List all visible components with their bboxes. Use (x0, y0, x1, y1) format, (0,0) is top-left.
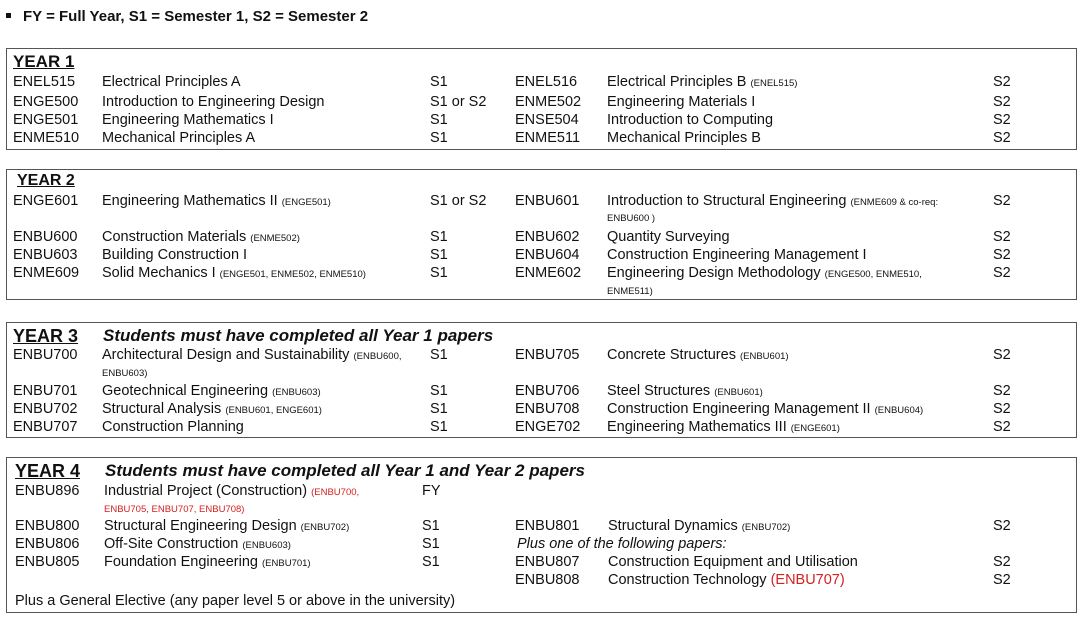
prerequisite: (ENME609 & co-req: (850, 197, 939, 208)
course-name: Introduction to Engineering Design (102, 94, 325, 110)
prerequisite-continued: ENBU705, ENBU707, ENBU708) (104, 504, 245, 515)
course-name: Structural Dynamics (ENBU702) (608, 518, 791, 534)
prerequisite: (ENGE601) (790, 423, 840, 434)
elective-instruction: Plus one of the following papers: (517, 536, 727, 552)
course-code: ENBU708 (515, 401, 580, 417)
course-name: Structural Analysis (ENBU601, ENGE601) (102, 401, 322, 417)
course-code: ENSE504 (515, 112, 579, 128)
legend (6, 8, 368, 25)
course-semester: S1 (430, 419, 448, 435)
course-code: ENBU602 (515, 229, 580, 245)
course-name: Electrical Principles A (102, 74, 241, 90)
course-code: ENME511 (515, 130, 581, 146)
course-semester: S2 (993, 347, 1011, 363)
course-semester: S2 (993, 518, 1011, 534)
prerequisite: (ENBU702) (300, 522, 350, 533)
course-name: Construction Equipment and Utilisation (608, 554, 858, 570)
year1-title: YEAR 1 (13, 52, 75, 71)
course-name: Engineering Mathematics I (102, 112, 274, 128)
course-code: ENME609 (13, 265, 80, 281)
course-code: ENBU896 (15, 483, 80, 499)
prerequisite: (ENBU600, (353, 351, 402, 362)
course-semester: S1 (430, 229, 448, 245)
course-name: Quantity Surveying (607, 229, 730, 245)
course-code: ENBU801 (515, 518, 580, 534)
course-name: Mechanical Principles A (102, 130, 256, 146)
course-semester: S2 (993, 554, 1011, 570)
year2-title: YEAR 2 (17, 172, 75, 189)
course-code: ENBU707 (13, 419, 78, 435)
course-name: Architectural Design and Sustainability (ENBU600, (102, 347, 402, 363)
year3-subtitle: Students must have completed all Year 1 papers (103, 326, 494, 345)
course-name: Mechanical Principles B (607, 130, 761, 146)
course-name: Concrete Structures (ENBU601) (607, 347, 789, 363)
course-name: Construction Technology (ENBU707) (608, 572, 845, 588)
course-name: Engineering Design Methodology (ENGE500, ENME510, (607, 265, 922, 281)
course-semester: S1 (430, 401, 448, 417)
prerequisite: (ENGE501, ENME502, ENME510) (219, 269, 366, 280)
course-semester: S2 (993, 247, 1011, 263)
year3-title: YEAR 3 (13, 326, 79, 346)
course-name: Geotechnical Engineering (ENBU603) (102, 383, 321, 399)
course-semester: S2 (993, 265, 1011, 281)
year4-title: YEAR 4 (15, 461, 81, 481)
course-semester: S1 (430, 247, 448, 263)
course-semester: S1 (422, 536, 440, 552)
course-semester: FY (422, 483, 441, 499)
prerequisite: (ENGE500, ENME510, (824, 269, 922, 280)
course-code: ENGE601 (13, 193, 79, 209)
prerequisite: (ENGE501) (281, 197, 331, 208)
course-code: ENBU700 (13, 347, 78, 363)
prerequisite-continued: ENME511) (607, 286, 653, 297)
prerequisite: (ENBU603) (242, 540, 291, 551)
course-name: Engineering Mathematics III (ENGE601) (607, 419, 840, 435)
prerequisite: (ENBU601) (714, 387, 763, 398)
course-name: Engineering Materials I (607, 94, 756, 110)
course-code: ENGE500 (13, 94, 79, 110)
prerequisite: (ENEL515) (750, 78, 798, 89)
prerequisite: (ENBU604) (874, 405, 924, 416)
course-code: ENME502 (515, 94, 582, 110)
course-code: ENBU701 (13, 383, 78, 399)
course-semester: S1 (422, 518, 440, 534)
course-code: ENBU805 (15, 554, 80, 570)
course-code: ENGE702 (515, 419, 581, 435)
prerequisite: (ENBU702) (741, 522, 791, 533)
course-name: Engineering Mathematics II (ENGE501) (102, 193, 331, 209)
course-code: ENEL516 (515, 74, 578, 90)
course-semester: S1 (430, 347, 448, 363)
course-name: Electrical Principles B (ENEL515) (607, 74, 798, 90)
prerequisite: (ENME502) (250, 233, 300, 244)
course-semester: S1 (430, 383, 448, 399)
course-code: ENBU800 (15, 518, 80, 534)
course-code: ENGE501 (13, 112, 79, 128)
course-semester: S2 (993, 383, 1011, 399)
prerequisite: (ENBU701) (262, 558, 311, 569)
course-semester: S1 (430, 112, 448, 128)
course-semester: S1 (422, 554, 440, 570)
course-semester: S2 (993, 401, 1011, 417)
prerequisite: (ENBU700, (311, 487, 360, 498)
course-code: ENBU705 (515, 347, 580, 363)
course-semester: S1 (430, 265, 448, 281)
course-code: ENBU601 (515, 193, 580, 209)
course-code: ENBU808 (515, 572, 580, 588)
prerequisite-continued: ENBU600 ) (607, 213, 656, 224)
course-name: Construction Materials (ENME502) (102, 229, 300, 245)
course-code: ENME510 (13, 130, 80, 146)
course-name: Structural Engineering Design (ENBU702) (104, 518, 350, 534)
prerequisite: (ENBU601, ENGE601) (225, 405, 322, 416)
course-name: Steel Structures (ENBU601) (607, 383, 763, 399)
course-semester: S2 (993, 229, 1011, 245)
course-name: Construction Engineering Management I (607, 247, 867, 263)
course-name: Construction Planning (102, 419, 244, 435)
course-code: ENBU806 (15, 536, 80, 552)
course-semester: S2 (993, 94, 1011, 110)
prerequisite: (ENBU601) (739, 351, 789, 362)
course-name: Introduction to Structural Engineering (ENME609 & co-req: (607, 193, 939, 209)
course-semester: S1 (430, 130, 448, 146)
course-code: ENME602 (515, 265, 582, 281)
bullet-icon (6, 13, 11, 18)
course-code: ENBU604 (515, 247, 580, 263)
course-name: Foundation Engineering (ENBU701) (104, 554, 311, 570)
prerequisite: (ENBU707) (770, 572, 845, 588)
course-name: Construction Engineering Management II (ENBU604) (607, 401, 924, 417)
prerequisite: (ENBU603) (272, 387, 321, 398)
course-name: Off-Site Construction (ENBU603) (104, 536, 291, 552)
course-semester: S1 or S2 (430, 193, 487, 209)
legend-text: FY = Full Year, S1 = Semester 1, S2 = Semester 2 (23, 8, 369, 25)
course-name: Solid Mechanics I (ENGE501, ENME502, ENME510) (102, 265, 366, 281)
year4-subtitle: Students must have completed all Year 1 and Year 2 papers (105, 461, 585, 480)
course-semester: S2 (993, 74, 1011, 90)
course-semester: S2 (993, 112, 1011, 128)
course-name: Industrial Project (Construction) (ENBU700, (104, 483, 360, 499)
course-semester: S1 (430, 74, 448, 90)
course-semester: S2 (993, 130, 1011, 146)
course-semester: S2 (993, 419, 1011, 435)
course-code: ENBU702 (13, 401, 78, 417)
course-semester: S2 (993, 193, 1011, 209)
course-semester: S1 or S2 (430, 94, 487, 110)
course-code: ENBU706 (515, 383, 580, 399)
course-code: ENBU807 (515, 554, 580, 570)
course-code: ENEL515 (13, 74, 76, 90)
course-semester: S2 (993, 572, 1011, 588)
course-code: ENBU600 (13, 229, 78, 245)
prerequisite-continued: ENBU603) (102, 368, 148, 379)
general-elective-note: Plus a General Elective (any paper level 5 or above in the university) (15, 593, 456, 609)
course-name: Introduction to Computing (607, 112, 774, 128)
course-name: Building Construction I (102, 247, 248, 263)
course-code: ENBU603 (13, 247, 78, 263)
